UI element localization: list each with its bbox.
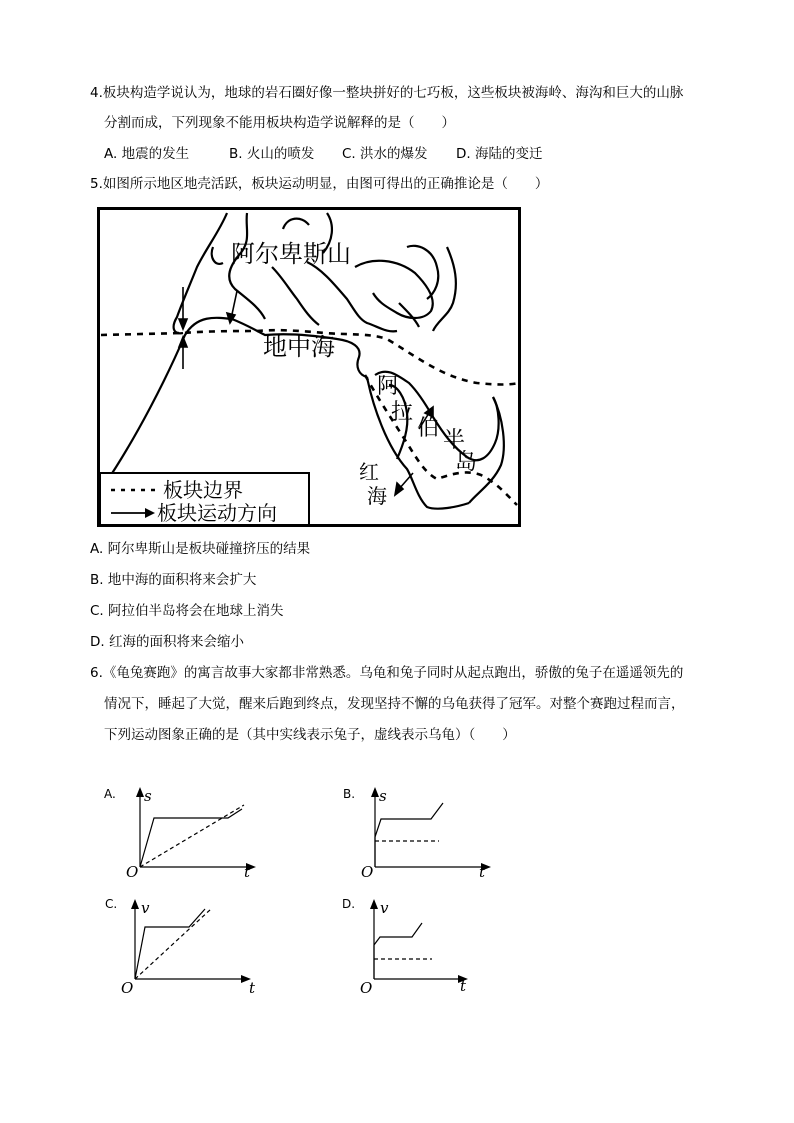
legend-motion-label: 板块运动方向 — [157, 501, 277, 525]
label-alps: 阿尔卑斯山 — [231, 240, 351, 268]
graph-d-label: D. — [342, 897, 356, 911]
graph-a[interactable] — [100, 785, 270, 885]
graph-a-origin: O — [126, 863, 139, 881]
q6-stem-line2: 情况下，睡起了大觉，醒来后跑到终点，发现坚持不懈的乌龟获得了冠军。对整个赛跑过程而言， — [104, 696, 685, 712]
label-arabia-5: 岛 — [455, 450, 478, 475]
q4-option-a[interactable]: A. 地震的发生 — [104, 146, 190, 162]
graph-d-origin: O — [360, 979, 373, 997]
graph-c-x-axis: t — [249, 979, 256, 997]
q4-option-c[interactable]: C. 洪水的爆发 — [342, 146, 428, 162]
graph-b[interactable] — [339, 785, 509, 885]
graph-b-y-axis: s — [379, 787, 387, 805]
legend-boundary-label: 板块边界 — [163, 478, 243, 502]
q4-option-b[interactable]: B. 火山的喷发 — [229, 146, 315, 162]
graph-c-y-axis: v — [141, 899, 150, 917]
rabbit-curve — [375, 803, 443, 867]
graph-a-label: A. — [104, 787, 116, 801]
map-legend — [100, 473, 309, 525]
tortoise-curve — [140, 805, 244, 867]
label-red-sea-1: 红 — [359, 460, 379, 484]
q6-stem-line3: 下列运动图象正确的是（其中实线表示兔子，虚线表示乌龟）（ ） — [104, 727, 516, 743]
graph-c[interactable] — [103, 895, 273, 995]
tortoise-curve — [135, 909, 211, 979]
rabbit-curve — [374, 923, 422, 979]
label-red-sea-2: 海 — [367, 484, 387, 508]
plate-map — [97, 207, 521, 527]
graph-d[interactable] — [340, 895, 510, 995]
q4-stem-line2: 分割而成，下列现象不能用板块构造学说解释的是（ ） — [104, 115, 455, 131]
rabbit-curve — [135, 909, 205, 979]
q5-stem: 5.如图所示地区地壳活跃，板块运动明显，由图可得出的正确推论是（ ） — [90, 176, 549, 192]
graph-d-x-axis: t — [460, 977, 467, 995]
label-arabia-3: 伯 — [417, 416, 440, 441]
label-mediterranean: 地中海 — [263, 333, 335, 361]
q4-stem-line1: 4.板块构造学说认为，地球的岩石圈好像一整块拼好的七巧板，这些板块被海岭、海沟和巨大的山脉 — [90, 85, 684, 101]
q5-option-d[interactable]: D. 红海的面积将来会缩小 — [90, 634, 244, 650]
graph-c-origin: O — [121, 979, 134, 997]
q4-option-d[interactable]: D. 海陆的变迁 — [456, 146, 543, 162]
graph-d-y-axis: v — [380, 899, 389, 917]
q5-option-c[interactable]: C. 阿拉伯半岛将会在地球上消失 — [90, 603, 284, 619]
graph-b-label: B. — [343, 787, 356, 801]
graph-b-origin: O — [361, 863, 374, 881]
graph-a-y-axis: s — [144, 787, 152, 805]
graph-a-x-axis: t — [244, 863, 251, 881]
graph-c-label: C. — [105, 897, 118, 911]
q6-stem-line1: 6.《龟兔赛跑》的寓言故事大家都非常熟悉。乌龟和兔子同时从起点跑出，骄傲的兔子在遥遥领先的 — [90, 665, 684, 681]
graph-b-x-axis: t — [479, 863, 486, 881]
label-arabia-4: 半 — [443, 428, 466, 453]
label-arabia-2: 拉 — [391, 400, 414, 425]
label-arabia-1: 阿 — [377, 374, 400, 399]
q5-option-b[interactable]: B. 地中海的面积将来会扩大 — [90, 572, 257, 588]
q5-option-a[interactable]: A. 阿尔卑斯山是板块碰撞挤压的结果 — [90, 541, 311, 557]
